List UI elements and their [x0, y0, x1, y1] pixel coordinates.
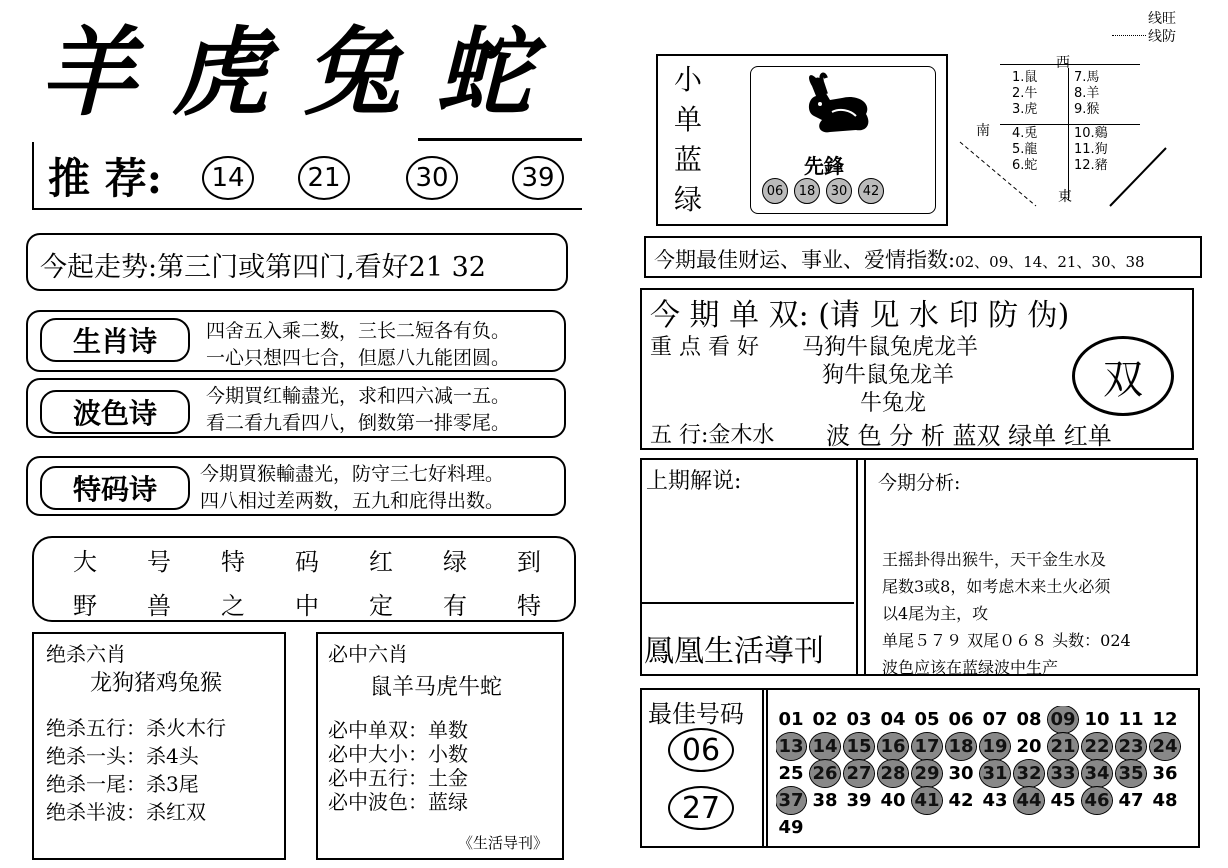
page-title: 羊虎兔蛇 — [40, 16, 568, 129]
pioneer-number: 18 — [794, 178, 820, 204]
corner-label-1: 线旺 — [1148, 11, 1176, 27]
analysis-line: 尾数3或8，如考虑木来土火必须 — [882, 577, 1111, 596]
number-row — [776, 814, 1196, 840]
zodiac-item: 1.鼠 — [1012, 70, 1038, 85]
number-ball: 14 — [810, 733, 840, 760]
slogan-char: 特 — [517, 592, 541, 620]
direction-south: 南 — [976, 123, 990, 139]
bose-line: 波 色 分 析 蓝双 绿单 红单 — [826, 422, 1112, 450]
pioneer-label: 先鋒 — [804, 154, 844, 178]
kill-line: 绝杀一尾：杀3尾 — [46, 772, 199, 796]
tuijian-number: 14 — [202, 156, 254, 200]
number-ball: 46 — [1082, 787, 1112, 814]
shuang-badge — [1072, 336, 1174, 416]
focus-line-2: 狗牛鼠兔龙羊 — [822, 363, 955, 388]
vertical-char: 小 — [674, 63, 703, 96]
focus-line-3: 牛兔龙 — [860, 391, 927, 416]
direction-east: 東 — [1058, 189, 1072, 205]
pioneer-number: 42 — [858, 178, 884, 204]
win6-value: 鼠羊马虎牛蛇 — [370, 675, 503, 700]
number-ball: 47 — [1118, 790, 1144, 811]
win-line: 必中五行：土金 — [328, 766, 468, 790]
number-ball: 49 — [778, 817, 804, 838]
kill-line: 绝杀五行：杀火木行 — [46, 716, 226, 740]
poem-line: 四八相过差两数，五九和庇得出数。 — [200, 490, 505, 512]
poem-line: 一心只想四七合，但愿八九能团圆。 — [206, 347, 511, 369]
pioneer-numbers — [762, 178, 890, 204]
tuijian-label: 推 荐: — [48, 154, 163, 203]
number-ball: 07 — [982, 709, 1008, 730]
rabbit-icon — [786, 72, 886, 144]
number-ball: 06 — [948, 709, 974, 730]
number-ball: 04 — [880, 709, 906, 730]
brand-logo: 鳳凰生活導刊 — [644, 634, 824, 669]
number-ball: 38 — [812, 790, 838, 811]
analysis-box — [640, 458, 1198, 676]
number-row — [776, 733, 1196, 759]
poem-tag: 特码诗 — [40, 466, 190, 510]
poem-line: 今期買红輸盡光，求和四六减一五。 — [206, 385, 511, 407]
zodiac-item: 3.虎 — [1012, 102, 1038, 117]
number-ball: 05 — [914, 709, 940, 730]
number-ball: 37 — [776, 787, 806, 814]
number-ball: 10 — [1084, 709, 1110, 730]
zodiac-item: 8.羊 — [1074, 86, 1100, 101]
corner-label-2: 线防 — [1148, 29, 1176, 45]
vertical-text — [674, 60, 704, 220]
number-ball: 30 — [948, 763, 974, 784]
index-value: 02、09、14、21、30、38 — [955, 253, 1145, 271]
pioneer-box — [656, 54, 948, 226]
slogan-char: 中 — [295, 592, 319, 620]
zodiac-item: 6.蛇 — [1012, 158, 1038, 173]
direction-west: 西 — [1056, 55, 1070, 71]
number-ball: 13 — [776, 733, 806, 760]
number-ball: 17 — [912, 733, 942, 760]
zodiac-item: 12.豬 — [1074, 158, 1108, 173]
slogan-char: 兽 — [147, 592, 171, 620]
number-ball: 26 — [810, 760, 840, 787]
win-line: 必中大小：小数 — [328, 742, 468, 766]
number-row — [776, 706, 1196, 732]
number-ball: 48 — [1152, 790, 1178, 811]
number-ball: 22 — [1082, 733, 1112, 760]
kill6-label: 绝杀六肖 — [46, 642, 126, 666]
slogan-char: 野 — [73, 592, 97, 620]
slogan-char: 码 — [295, 548, 319, 576]
number-ball: 15 — [844, 733, 874, 760]
number-ball: 39 — [846, 790, 872, 811]
number-grid — [776, 706, 1196, 842]
number-ball: 11 — [1118, 709, 1144, 730]
number-ball: 42 — [948, 790, 974, 811]
win-box — [316, 632, 564, 860]
slogan-row — [48, 542, 566, 577]
number-ball: 20 — [1016, 736, 1042, 757]
slogan-char: 之 — [221, 592, 245, 620]
index-label: 今期最佳财运、事业、爱情指数: — [654, 248, 956, 272]
kill-box — [32, 632, 286, 860]
number-ball: 41 — [912, 787, 942, 814]
trend-text: 今起走势:第三门或第四门,看好21 32 — [40, 252, 486, 283]
zodiac-item: 9.猴 — [1074, 102, 1100, 117]
slogan-char: 到 — [517, 548, 541, 576]
analysis-line: 以4尾为主，攻 — [882, 604, 989, 623]
index-box — [644, 236, 1202, 278]
pioneer-number: 30 — [826, 178, 852, 204]
number-ball: 29 — [912, 760, 942, 787]
number-ball: 27 — [844, 760, 874, 787]
slogan-char: 绿 — [443, 548, 467, 576]
poem-tag: 生肖诗 — [40, 318, 190, 362]
analysis-line: 单尾５７９ 双尾０６８ 头数：024 — [882, 631, 1131, 650]
slogan-char: 有 — [443, 592, 467, 620]
number-ball: 01 — [778, 709, 804, 730]
number-ball: 43 — [982, 790, 1008, 811]
analysis-lines — [882, 546, 1131, 681]
number-ball: 25 — [778, 763, 804, 784]
number-row — [776, 760, 1196, 786]
last-label: 上期解说: — [646, 469, 742, 494]
index-line — [654, 244, 1145, 274]
source-label: 《生活导刊》 — [458, 834, 549, 852]
pioneer-number: 06 — [762, 178, 788, 204]
vertical-char: 绿 — [674, 183, 703, 216]
number-ball: 28 — [878, 760, 908, 787]
kill-line: 绝杀半波：杀红双 — [46, 800, 206, 824]
focus-label: 重 点 看 好 — [650, 335, 759, 360]
win6-label: 必中六肖 — [328, 642, 408, 666]
zodiac-item: 10.鷄 — [1074, 126, 1108, 141]
number-ball: 31 — [980, 760, 1010, 787]
number-ball: 34 — [1082, 760, 1112, 787]
number-ball: 12 — [1152, 709, 1178, 730]
number-row — [776, 787, 1196, 813]
kill6-value: 龙狗猪鸡兔猴 — [90, 671, 223, 696]
slogan-box — [32, 536, 576, 622]
poem-line: 看二看九看四八，倒数第一排零尾。 — [206, 412, 511, 434]
number-ball: 18 — [946, 733, 976, 760]
analysis-line: 波色应该在蓝绿波中生产 — [882, 658, 1059, 677]
number-ball: 33 — [1048, 760, 1078, 787]
best-pick: 06 — [668, 728, 734, 772]
tuijian-number: 39 — [512, 156, 564, 200]
number-ball: 35 — [1116, 760, 1146, 787]
number-ball: 23 — [1116, 733, 1146, 760]
slogan-char: 定 — [369, 592, 393, 620]
focus-line-1: 马狗牛鼠兔虎龙羊 — [802, 335, 979, 360]
zodiac-item: 5.龍 — [1012, 142, 1038, 157]
zodiac-item: 11.狗 — [1074, 142, 1108, 157]
win-line: 必中波色：蓝绿 — [328, 790, 468, 814]
number-ball: 24 — [1150, 733, 1180, 760]
slogan-char: 号 — [147, 548, 171, 576]
number-ball: 40 — [880, 790, 906, 811]
number-ball: 21 — [1048, 733, 1078, 760]
zodiac-item: 4.兎 — [1012, 126, 1038, 141]
number-ball: 32 — [1014, 760, 1044, 787]
tuijian-row — [32, 142, 582, 210]
poem-tag: 波色诗 — [40, 390, 190, 434]
slogan-row — [48, 586, 566, 621]
poem-line: 四舍五入乘二数，三长二短各有负。 — [206, 320, 511, 342]
danshuang-box — [640, 288, 1194, 450]
trend-box — [26, 233, 568, 291]
zodiac-left — [1012, 70, 1037, 174]
tuijian-number: 21 — [298, 156, 350, 200]
kill-line: 绝杀一头：杀4头 — [46, 744, 199, 768]
best-pick: 27 — [668, 786, 734, 830]
vertical-char: 单 — [674, 103, 703, 136]
tuijian-number: 30 — [406, 156, 458, 200]
number-ball: 02 — [812, 709, 838, 730]
wuxing-line: 五 行:金木水 — [650, 423, 775, 448]
number-ball: 36 — [1152, 763, 1178, 784]
best-box — [640, 688, 1200, 848]
number-ball: 45 — [1050, 790, 1076, 811]
number-ball: 44 — [1014, 787, 1044, 814]
this-label: 今期分析: — [878, 472, 961, 494]
zodiac-right — [1074, 70, 1108, 174]
best-label: 最佳号码 — [648, 700, 744, 728]
number-ball: 08 — [1016, 709, 1042, 730]
vertical-char: 蓝 — [674, 143, 703, 176]
danshuang-title: 今 期 单 双: (请 见 水 印 防 伪) — [650, 298, 1070, 333]
number-ball: 03 — [846, 709, 872, 730]
slogan-char: 大 — [73, 548, 97, 576]
number-ball: 19 — [980, 733, 1010, 760]
number-ball: 09 — [1048, 706, 1078, 733]
slogan-char: 特 — [221, 548, 245, 576]
analysis-line: 王摇卦得出猴牛，天干金生水及 — [882, 550, 1107, 569]
poem-line: 今期買猴輸盡光，防守三七好料理。 — [200, 463, 505, 485]
win-line: 必中单双：单数 — [328, 718, 468, 742]
number-ball: 16 — [878, 733, 908, 760]
slogan-char: 红 — [369, 548, 393, 576]
shuang-text: 双 — [1103, 356, 1143, 403]
zodiac-item: 2.牛 — [1012, 86, 1038, 101]
zodiac-item: 7.馬 — [1074, 70, 1100, 85]
